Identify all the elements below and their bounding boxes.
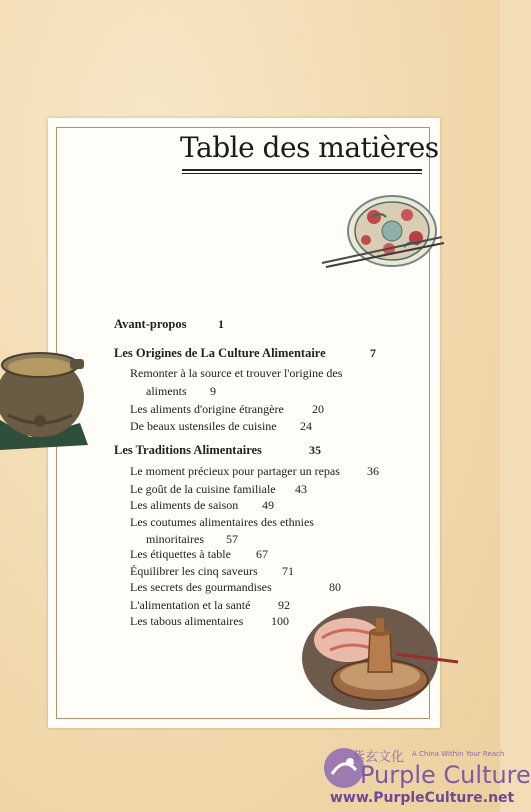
toc-entry-title: Les coutumes alimentaires des ethnies (130, 515, 314, 529)
toc-page-number: 100 (271, 614, 289, 628)
toc-entry (130, 547, 268, 562)
watermark-chinese: 紫玄文化 (352, 750, 405, 765)
toc-entry (130, 515, 314, 530)
hotpot-image (300, 600, 460, 718)
toc-entry-title: aliments (146, 384, 187, 398)
toc-entry-title: Remonter à la source et trouver l'origine des (130, 366, 343, 380)
toc-entry (130, 598, 290, 613)
toc-section (114, 443, 321, 458)
toc-entry (130, 614, 289, 629)
toc-page-number: 92 (278, 598, 290, 612)
toc-entry-title: De beaux ustensiles de cuisine (130, 419, 277, 433)
toc-entry (130, 580, 341, 595)
toc-page-number: 71 (282, 564, 294, 578)
toc-page-number: 1 (218, 317, 224, 331)
toc-entry-title: Le goût de la cuisine familiale (130, 482, 276, 496)
toc-page-number: 35 (309, 443, 321, 457)
toc-entry (130, 564, 294, 579)
toc-entry-title: minoritaires (146, 532, 204, 546)
toc-entry (130, 498, 274, 513)
toc-entry-title: Les aliments d'origine étrangère (130, 402, 284, 416)
toc-entry-title: Équilibrer les cinq saveurs (130, 564, 258, 578)
toc-entry-title: Les tabous alimentaires (130, 614, 244, 628)
toc-page-number: 9 (210, 384, 216, 398)
watermark-brand: Purple Culture (360, 761, 531, 789)
toc-page-number: 57 (226, 532, 238, 546)
toc-page-number: 49 (262, 498, 274, 512)
toc-page-number: 80 (329, 580, 341, 594)
toc-entry (130, 402, 324, 417)
toc-entry (146, 384, 216, 399)
watermark-url: www.PurpleCulture.net (330, 790, 515, 806)
title-rule-thin (182, 173, 422, 174)
toc-entry-title: Avant-propos (114, 317, 187, 331)
toc-entry (130, 464, 379, 479)
watermark-tagline: A China Within Your Reach (412, 750, 505, 758)
toc-entry-title: Les Origines de La Culture Alimentaire (114, 346, 326, 360)
toc-entry-title: Les étiquettes à table (130, 547, 231, 561)
bronze-pot-image (0, 325, 92, 450)
toc-section (114, 317, 224, 332)
porcelain-plate-image (344, 195, 454, 275)
toc-entry-title: L'alimentation et la santé (130, 598, 251, 612)
toc-section (114, 346, 376, 361)
toc-entry (130, 419, 312, 434)
toc-entry-title: Le moment précieux pour partager un repas (130, 464, 340, 478)
toc-entry (146, 532, 238, 547)
toc-entry-title: Les Traditions Alimentaires (114, 443, 262, 457)
title-rule (182, 169, 422, 171)
toc-entry (130, 366, 342, 381)
toc-entry-title: Les secrets des gourmandises (130, 580, 272, 594)
toc-page-number: 24 (300, 419, 312, 433)
toc-page-number: 20 (312, 402, 324, 416)
toc-entry-title: Les aliments de saison (130, 498, 239, 512)
page-title: Table des matières (180, 131, 439, 164)
toc-entry (130, 482, 307, 497)
toc-page-number: 36 (367, 464, 379, 478)
toc-page-number: 43 (295, 482, 307, 496)
toc-page-number: 67 (256, 547, 268, 561)
toc-page-number: 7 (370, 346, 376, 360)
